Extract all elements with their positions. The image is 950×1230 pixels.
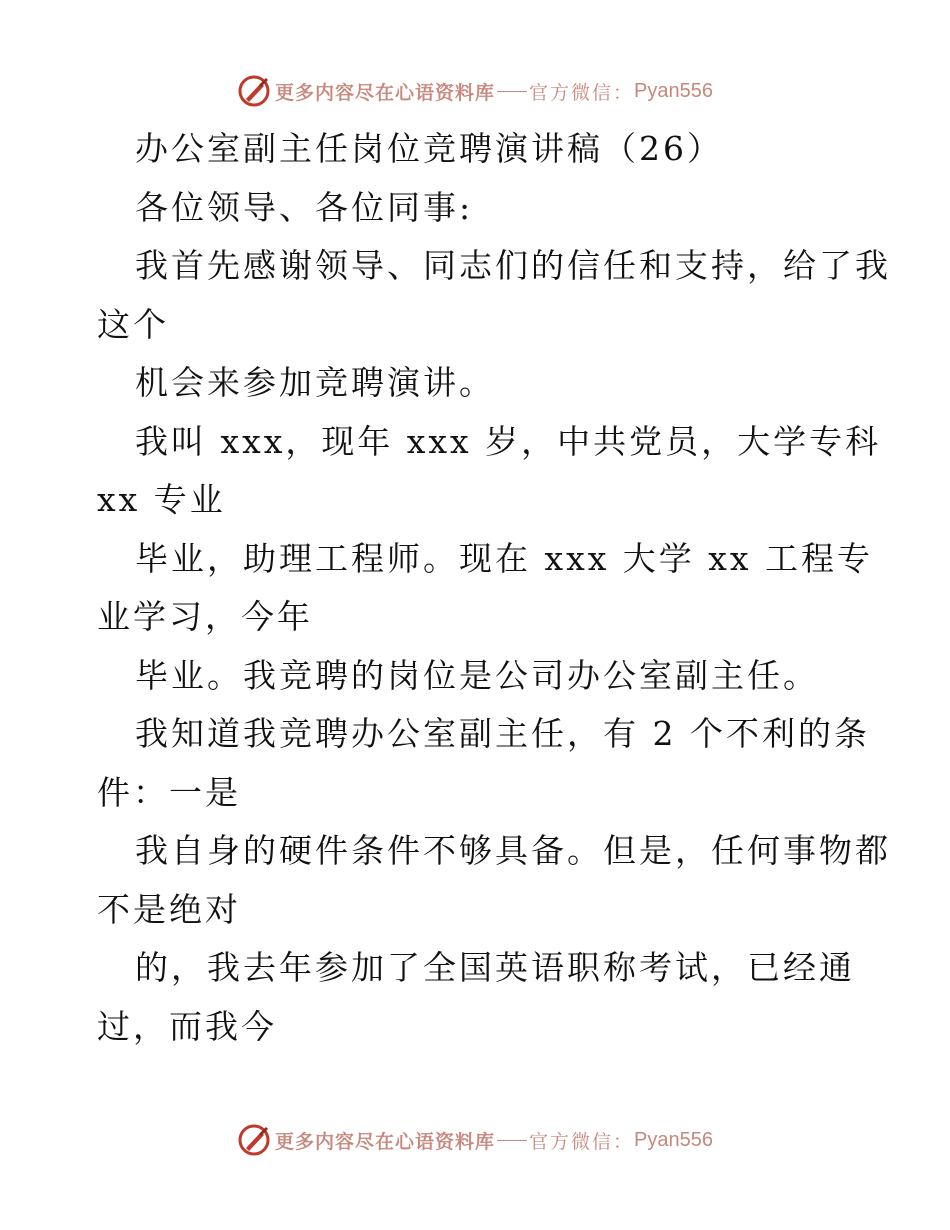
text-line: 机会来参加竞聘演讲。 (135, 363, 495, 402)
banner-wechat-label: 官方微信： (529, 1130, 635, 1153)
banner-title: 更多内容尽在心语资料库 (275, 1130, 496, 1153)
text-line: 我叫 xxx，现年 xxx 岁，中共党员，大学专科 (135, 421, 882, 461)
header-banner (0, 71, 950, 111)
footer-banner (0, 1120, 950, 1160)
salutation: 各位领导、各位同事: (135, 187, 474, 227)
text-line: 件：一是 (97, 772, 241, 812)
text-line: 我知道我竞聘办公室副主任，有 2 个不利的条 (135, 714, 870, 753)
text-line: 过，而我今 (97, 1006, 277, 1046)
text-line: 的，我去年参加了全国英语职称考试，已经通 (135, 948, 855, 987)
banner-wechat-id: Pyan556 (634, 1128, 713, 1151)
banner-wechat-id: Pyan556 (634, 79, 713, 102)
text-line: 毕业。我竞聘的岗位是公司办公室副主任。 (135, 655, 819, 695)
doc-title: 办公室副主任岗位竞聘演讲稿（26） (135, 129, 723, 168)
banner-wechat-label: 官方微信： (529, 81, 635, 104)
text-line: 毕业，助理工程师。现在 xxx 大学 xx 工程专 (135, 538, 874, 578)
banner-title: 更多内容尽在心语资料库 (275, 81, 496, 104)
text-line: 不是绝对 (97, 889, 241, 929)
text-line: 我首先感谢领导、同志们的信任和支持，给了我 (135, 246, 891, 285)
brush-logo-icon (237, 1123, 271, 1157)
text-line: 业学习，今年 (97, 597, 313, 636)
text-line: xx 专业 (97, 480, 226, 519)
text-line: 我自身的硬件条件不够具备。但是，任何事物都 (135, 831, 891, 870)
text-line: 这个 (97, 304, 169, 344)
banner-divider (497, 91, 527, 92)
banner-divider (497, 1140, 527, 1141)
document-body (97, 120, 891, 1056)
brush-logo-icon (237, 74, 271, 108)
